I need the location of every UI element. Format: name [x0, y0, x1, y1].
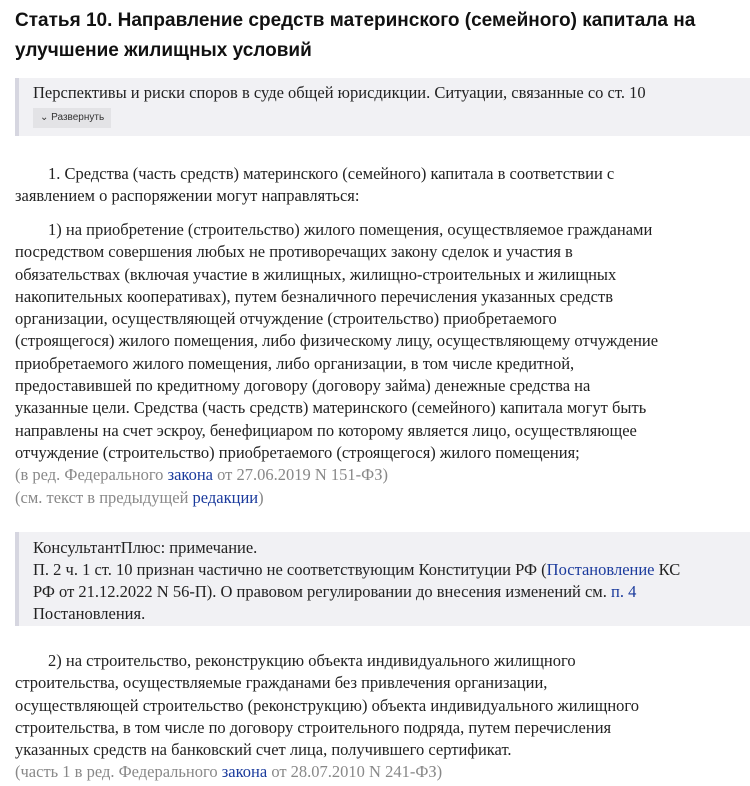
- text-line: посредством совершения любых не противоречащих закону сделок и участия в: [15, 242, 573, 262]
- expand-label: Развернуть: [51, 112, 105, 123]
- text-line: организации, осуществляющей отчуждение (строительство) приобретаемого: [15, 309, 557, 329]
- paragraph-2: [15, 219, 658, 509]
- text-line: направлены на счет эскроу, бенефициаром по которому является лицо, осуществляющее: [15, 420, 637, 440]
- text-line: накопительных кооперативах), путем безналичного перечисления указанных средств: [15, 286, 614, 306]
- text-line: осуществляющей строительство (реконструкцию) объекта индивидуального жилищного: [15, 695, 640, 715]
- paragraph-3: [15, 650, 639, 784]
- text-line: 2) на строительство, реконструкцию объекта индивидуального жилищного: [48, 651, 576, 670]
- expand-button[interactable]: [33, 108, 111, 128]
- note-text: (в ред. Федерального: [15, 465, 168, 485]
- edition-link[interactable]: редакции: [192, 487, 259, 507]
- consultant-note-box: [15, 532, 750, 626]
- note-text: от 27.06.2019 N 151-ФЗ): [213, 465, 388, 485]
- amendment-note: [15, 464, 658, 486]
- chevron-down-icon: ⌄: [40, 112, 52, 123]
- note-line: [33, 581, 750, 603]
- text-line: указанных средств на банковский счет лица, получившего сертификат.: [15, 740, 512, 760]
- text-line: строительства, осуществляемые гражданами без привлечения организации,: [15, 673, 548, 693]
- paragraph-1: [15, 163, 614, 208]
- note-text: П. 2 ч. 1 ст. 10 признан частично не соответствующим Конституции РФ (: [33, 560, 547, 579]
- info-box: [15, 78, 750, 136]
- title-line: улучшение жилищных условий: [15, 40, 312, 61]
- text-line: обязательствах (включая участие в жилищных, жилищно-строительных и жилищных: [15, 264, 617, 284]
- note-text: (часть 1 в ред. Федерального: [15, 762, 222, 782]
- note-text: РФ от 21.12.2022 N 56-П). О правовом регулировании до внесения изменений см.: [33, 582, 611, 601]
- title-line: Статья 10. Направление средств материнского (семейного) капитала на: [15, 10, 696, 31]
- previous-edition-note: [15, 487, 658, 509]
- note-text: от 28.07.2010 N 241-ФЗ): [267, 762, 443, 782]
- article-title: [15, 6, 695, 66]
- text-line: заявлением о распоряжении могут направляться:: [15, 186, 360, 206]
- law-link[interactable]: закона: [221, 762, 268, 782]
- text-line: 1. Средства (часть средств) материнского (семейного) капитала в соответствии с: [48, 164, 615, 183]
- note-text: ): [258, 487, 264, 507]
- text-line: строительства, в том числе по договору строительного подряда, путем перечисления: [15, 717, 612, 737]
- text-line: приобретаемого жилого помещения, либо организации, в том числе кредитной,: [15, 353, 575, 373]
- note-line: [33, 559, 750, 581]
- note-heading: КонсультантПлюс: примечание.: [33, 538, 258, 557]
- note-line: Постановления.: [33, 604, 146, 623]
- text-line: отчуждение (строительство) приобретаемого (строящегося) жилого помещения;: [15, 442, 580, 462]
- law-link[interactable]: закона: [167, 465, 213, 485]
- text-line: 1) на приобретение (строительство) жилого помещения, осуществляемое гражданами: [48, 220, 653, 239]
- text-line: указанные цели. Средства (часть средств) материнского (семейного) капитала могут быть: [15, 398, 647, 418]
- amendment-note: [15, 761, 639, 783]
- text-line: предоставившей по кредитному договору (договору займа) денежные средства на: [15, 376, 591, 396]
- resolution-link[interactable]: Постановление: [546, 560, 655, 579]
- note-text: КС: [654, 560, 681, 579]
- note-text: (см. текст в предыдущей: [15, 487, 193, 507]
- text-line: (строящегося) жилого помещения, либо физическому лицу, осуществляющему отчуждение: [15, 331, 659, 351]
- info-text: Перспективы и риски споров в суде общей юрисдикции. Ситуации, связанные со ст. 10: [33, 83, 646, 102]
- clause-link[interactable]: п. 4: [611, 582, 637, 601]
